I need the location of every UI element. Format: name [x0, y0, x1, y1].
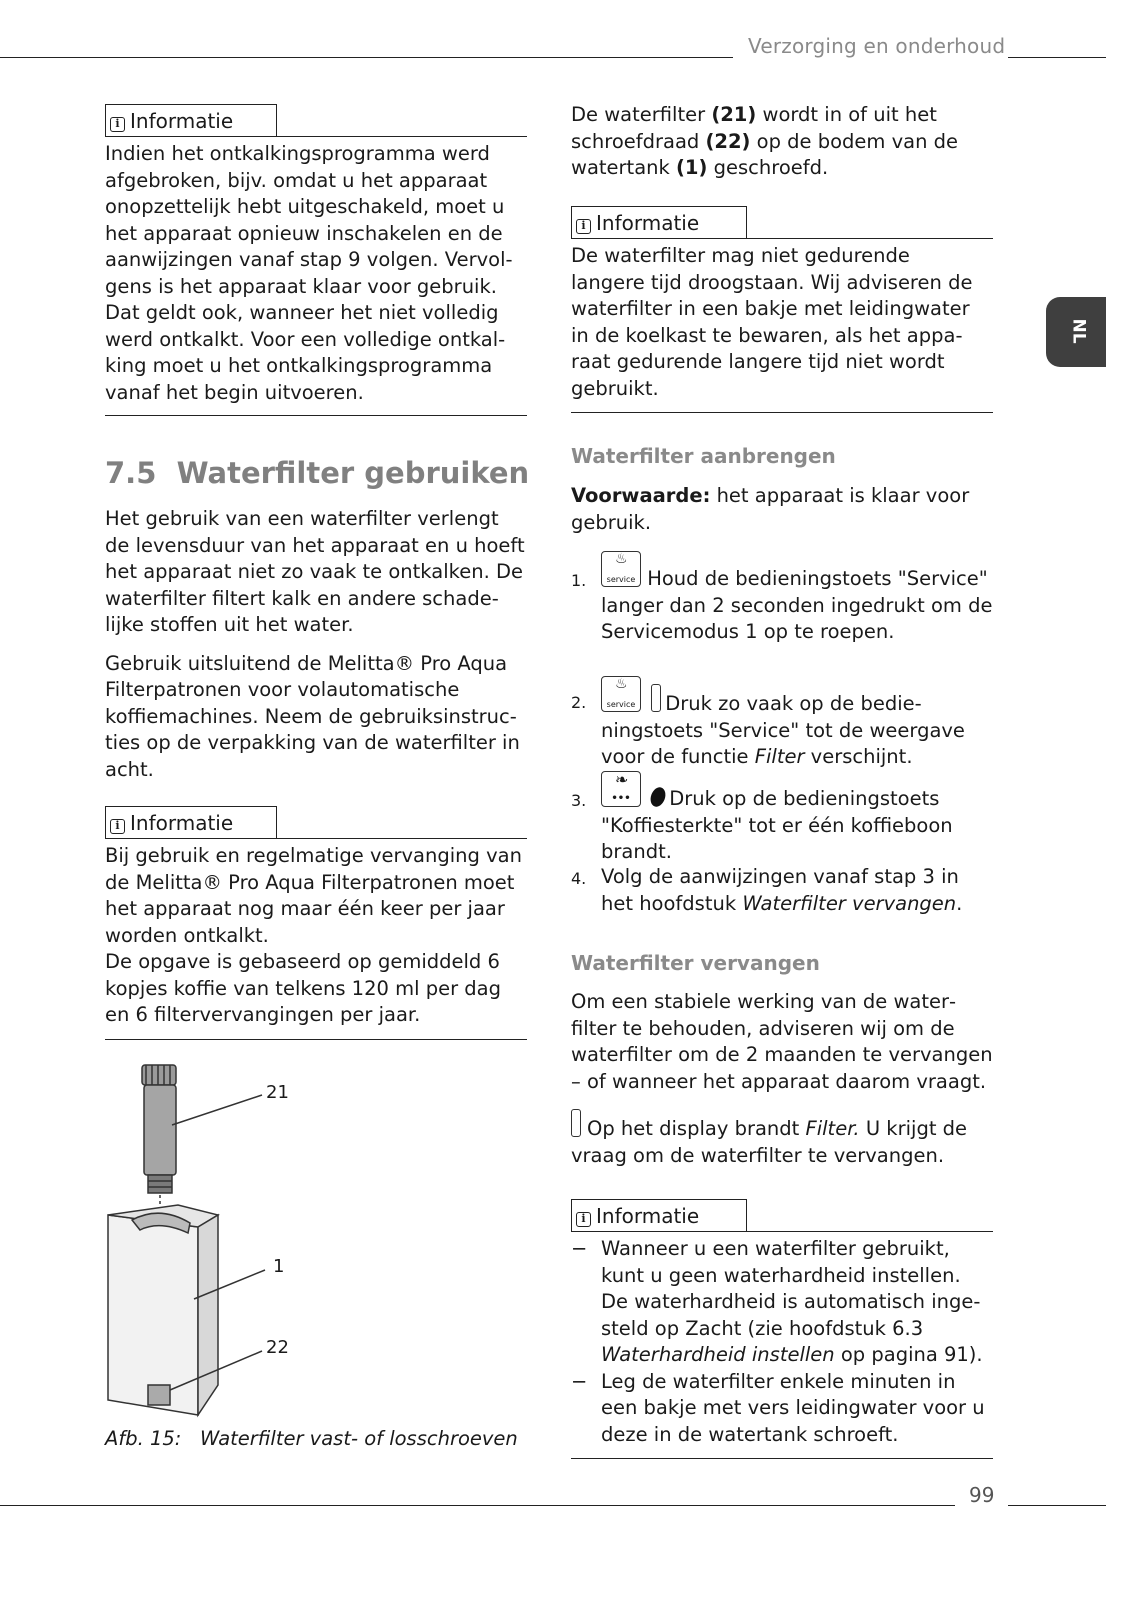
- bullet-dash: −: [571, 1369, 588, 1393]
- info-end-rule: [105, 415, 527, 416]
- header-rule-right: [1008, 57, 1106, 58]
- info-block-3: [571, 206, 993, 402]
- subsection-title: Waterfilter aanbrengen: [571, 444, 836, 468]
- left-column: [105, 104, 527, 406]
- coffee-bean-icon: [648, 785, 668, 809]
- info-text: De opgave is gebaseerd op gemiddeld 6 kopjes koffie van telkens 120 ml per dag en 6 filtervervangingen per jaar.: [105, 950, 501, 1026]
- info-icon: i: [110, 117, 125, 132]
- info-icon: i: [576, 219, 591, 234]
- figure-label: 22: [266, 1337, 289, 1358]
- footer-rule-right: [1008, 1505, 1106, 1506]
- step-text: ♨ service Druk zo vaak op de bedieningstoets "Service" tot de weergave voor de functie Filter verschijnt.: [601, 676, 965, 768]
- info-icon: i: [576, 1212, 591, 1227]
- figure-label: 1: [273, 1256, 285, 1277]
- bullet-item: − Wanneer u een waterfilter gebruikt, kunt u geen waterhardheid instellen. De waterhardheid is automatisch ingesteld op Zacht (zie hoofdstuk 6.3 Waterhardheid instellen op pagina 91).: [571, 1237, 983, 1366]
- language-tab: NL: [1046, 297, 1106, 367]
- figure-label: 21: [266, 1082, 289, 1103]
- page-number: 99: [969, 1483, 995, 1507]
- step-text: ♨ service Houd de bedieningstoets "Service" langer dan 2 seconden ingedrukt om de Servicemodus 1 op te roepen.: [601, 551, 993, 643]
- filter-icon: [651, 684, 661, 712]
- precondition: Voorwaarde: het apparaat is klaar voor gebruik.: [571, 484, 970, 534]
- replace-body: [571, 989, 993, 1169]
- step-number: 3.: [571, 791, 587, 810]
- replace-paragraph: Om een stabiele werking van de waterfilter te behouden, adviseren wij om de waterfilter om de 2 maanden te vervangen – of wanneer het apparaat daarom vraagt.: [571, 990, 993, 1093]
- info-text: Indien het ontkalkingsprogramma werd afgebroken, bijv. omdat u het apparaat onopzettelijk hebt uitgeschakeld, moet u het apparaat opnieuw inschakelen en de aanwijzingen vanaf stap 9 volgen. Vervolgens is het apparaat klaar voor gebruik. Dat geldt ook, wanneer het niet volledig werd ontkalkt. Voor een volledige ontkalking moet u het ontkalkingsprogramma vanaf het begin uitvoeren.: [105, 142, 513, 404]
- section-body: [105, 506, 527, 783]
- running-header: Verzorging en onderhoud: [748, 34, 1006, 58]
- footer-rule-left: [0, 1505, 955, 1506]
- step-item: [571, 864, 993, 924]
- figure-caption: Afb. 15: Waterfilter vast- of losschroeven: [105, 1427, 518, 1450]
- section-title: 7.5 Waterfilter gebruiken: [105, 456, 530, 490]
- right-intro: [571, 102, 993, 182]
- intro-paragraph: De waterfilter (21) wordt in of uit het schroefdraad (22) op de bodem van de watertank (1) geschroefd.: [571, 103, 959, 179]
- waterfilter-figure: [100, 1055, 330, 1425]
- info-end-rule: [571, 1458, 993, 1459]
- info-header: i Informatie: [571, 206, 747, 238]
- bullet-item: − Leg de waterfilter enkele minuten in een bakje met vers leidingwater voor u deze in de watertank schroeft.: [571, 1369, 985, 1446]
- filter-icon: [571, 1109, 581, 1137]
- info-block-4: [571, 1199, 993, 1448]
- step-text: ❧ ••• Druk op de bedieningstoets "Koffiesterkte" tot er één koffieboon brandt.: [601, 770, 953, 863]
- service-key-icon: ♨ service: [601, 676, 641, 712]
- step-number: 1.: [571, 571, 587, 590]
- section-paragraph: Het gebruik van een waterfilter verlengt de levensduur van het apparaat en u hoeft het apparaat niet zo vaak te ontkalken. De waterfilter filtert kalk en andere schadelijke stoffen uit het water.: [105, 507, 525, 636]
- info-end-rule: [105, 1039, 527, 1040]
- info-header: i Informatie: [105, 806, 277, 838]
- header-rule-left: [0, 57, 733, 58]
- info-end-rule: [571, 412, 993, 413]
- step-number: 2.: [571, 693, 587, 712]
- info-text: De waterfilter mag niet gedurende langere tijd droogstaan. Wij adviseren de waterfilter in een bakje met leidingwater in de koelkast te bewaren, als het apparaat gedurende langere tijd niet wordt gebruikt.: [571, 244, 973, 400]
- step-list: [571, 548, 993, 924]
- info-icon: i: [110, 819, 125, 834]
- step-number: 4.: [571, 869, 587, 888]
- step-item: [571, 768, 993, 864]
- display-paragraph: Op het display brandt Filter. U krijgt de vraag om de waterfilter te vervangen.: [571, 1109, 993, 1169]
- info-header: i Informatie: [105, 104, 277, 136]
- bullet-dash: −: [571, 1237, 588, 1260]
- step-item: [571, 548, 993, 670]
- service-key-icon: ♨ service: [601, 551, 641, 587]
- info-header: i Informatie: [571, 1199, 747, 1231]
- info-text: Bij gebruik en regelmatige vervanging van de Melitta® Pro Aqua Filterpatronen moet het apparaat nog maar één keer per jaar worden ontkalkt.: [105, 844, 522, 947]
- step-text: Volg de aanwijzingen vanaf stap 3 in het hoofdstuk Waterfilter vervangen.: [601, 865, 963, 915]
- step-item: [571, 670, 993, 768]
- info-block-2: [105, 806, 527, 1029]
- subsection-title: Waterfilter vervangen: [571, 951, 820, 975]
- coffee-strength-key-icon: ❧ •••: [601, 771, 641, 807]
- section-paragraph: Gebruik uitsluitend de Melitta® Pro Aqua Filterpatronen voor volautomatische koffiemachines. Neem de gebruiksinstructies op de verpakking van de waterfilter in acht.: [105, 651, 520, 781]
